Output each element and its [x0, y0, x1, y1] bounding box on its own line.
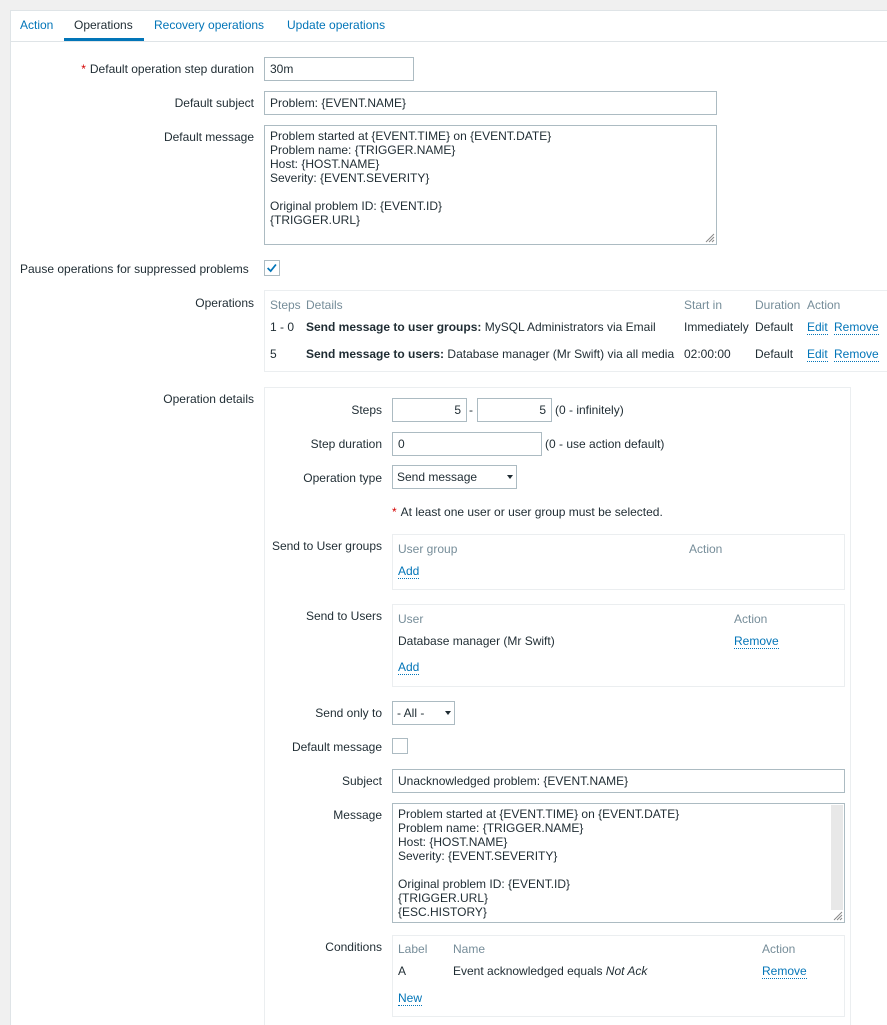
op-row-1-details: Send message to user groups: MySQL Administrators via Email [306, 320, 656, 334]
operation-details-label: Operation details [163, 392, 254, 406]
chevron-down-icon [507, 475, 513, 479]
pause-suppressed-checkbox[interactable] [264, 260, 280, 276]
op-row-2-remove-link[interactable]: Remove [834, 347, 879, 361]
steps-label: Steps [351, 403, 382, 417]
condition-row-label: A [398, 964, 407, 978]
condition-row-remove-link[interactable]: Remove [762, 964, 807, 978]
operation-type-label: Operation type [303, 471, 382, 485]
required-asterisk: * [392, 505, 397, 519]
col-user-group-action: Action [689, 542, 723, 556]
default-message-checkbox[interactable] [392, 738, 408, 754]
conditions-label: Conditions [325, 940, 382, 954]
op-row-2-duration: Default [755, 347, 794, 361]
step-duration-label: * Default operation step duration [81, 62, 254, 76]
col-user-action: Action [734, 612, 768, 626]
op-row-1-steps: 1 - 0 [270, 320, 295, 334]
add-user-group-link[interactable]: Add [398, 564, 420, 578]
step-duration-input[interactable]: 30m [264, 57, 414, 81]
message-label: Message [333, 808, 382, 822]
operations-label: Operations [195, 296, 254, 310]
check-icon [265, 261, 279, 275]
warning-message: * At least one user or user group must be selected. [392, 505, 663, 519]
tab-action[interactable]: Action [20, 18, 54, 32]
new-condition-link[interactable]: New [398, 991, 423, 1005]
pause-suppressed-label: Pause operations for suppressed problems [20, 262, 249, 276]
add-user-link[interactable]: Add [398, 660, 420, 674]
col-duration: Duration [755, 298, 801, 312]
subject-label: Subject [341, 774, 382, 788]
required-asterisk: * [81, 62, 86, 76]
resize-grip-icon[interactable] [833, 911, 843, 921]
user-row-remove-link[interactable]: Remove [734, 634, 779, 648]
col-steps: Steps [270, 298, 301, 312]
col-details: Details [306, 298, 343, 312]
send-to-users-label: Send to Users [305, 609, 382, 623]
detail-step-duration-input[interactable]: 0 [392, 432, 542, 456]
col-start-in: Start in [684, 298, 723, 312]
tab-operations[interactable]: Operations [74, 18, 133, 32]
resize-grip-icon[interactable] [705, 233, 715, 243]
col-condition-action: Action [762, 942, 796, 956]
steps-separator: - [469, 403, 473, 417]
tab-update-operations[interactable]: Update operations [287, 18, 386, 32]
step-duration-hint: (0 - use action default) [545, 437, 665, 451]
subject-input[interactable]: Unacknowledged problem: {EVENT.NAME} [392, 769, 845, 793]
send-only-to-select[interactable]: - All - [392, 701, 455, 725]
condition-row-name: Event acknowledged equals Not Ack [453, 964, 648, 978]
op-row-2-details: Send message to users: Database manager (Mr Swift) via all media [306, 347, 675, 361]
col-action: Action [807, 298, 841, 312]
send-to-user-groups-label: Send to User groups [271, 539, 382, 553]
message-scrollbar[interactable] [831, 805, 843, 910]
op-row-1-start-in: Immediately [684, 320, 749, 334]
send-only-to-label: Send only to [315, 706, 382, 720]
col-user: User [398, 612, 424, 626]
op-row-2-edit-link[interactable]: Edit [807, 347, 828, 361]
operation-type-select[interactable]: Send message [392, 465, 517, 489]
chevron-down-icon [445, 711, 451, 715]
default-message-textarea[interactable]: Problem started at {EVENT.TIME} on {EVENT.DATE} Problem name: {TRIGGER.NAME} Host: {HOST.NAME} Severity: {EVENT.SEVERITY} Original problem ID: {EVENT.ID} {TRIGGER.URL} [264, 125, 717, 245]
steps-to-input[interactable]: 5 [477, 398, 552, 422]
op-row-2-steps: 5 [270, 347, 277, 361]
default-subject-label: Default subject [174, 96, 254, 110]
user-row-name: Database manager (Mr Swift) [398, 634, 555, 648]
user-groups-table [392, 534, 845, 590]
detail-step-duration-label: Step duration [310, 437, 382, 451]
tab-recovery-operations[interactable]: Recovery operations [154, 18, 265, 32]
message-textarea[interactable]: Problem started at {EVENT.TIME} on {EVENT.DATE} Problem name: {TRIGGER.NAME} Host: {HOST.NAME} Severity: {EVENT.SEVERITY} Original problem ID: {EVENT.ID} {TRIGGER.URL} {ESC.HISTORY} [392, 803, 845, 923]
col-label: Label [398, 942, 428, 956]
op-row-1-remove-link[interactable]: Remove [834, 320, 879, 334]
default-subject-input[interactable]: Problem: {EVENT.NAME} [264, 91, 717, 115]
steps-hint: (0 - infinitely) [555, 403, 624, 417]
col-name: Name [453, 942, 486, 956]
detail-default-message-label: Default message [291, 740, 382, 754]
steps-from-input[interactable]: 5 [392, 398, 467, 422]
op-row-1-duration: Default [755, 320, 794, 334]
col-user-group: User group [398, 542, 458, 556]
active-tab-indicator [64, 38, 144, 41]
op-row-2-start-in: 02:00:00 [684, 347, 731, 361]
op-row-1-edit-link[interactable]: Edit [807, 320, 828, 334]
default-message-label: Default message [163, 130, 254, 144]
